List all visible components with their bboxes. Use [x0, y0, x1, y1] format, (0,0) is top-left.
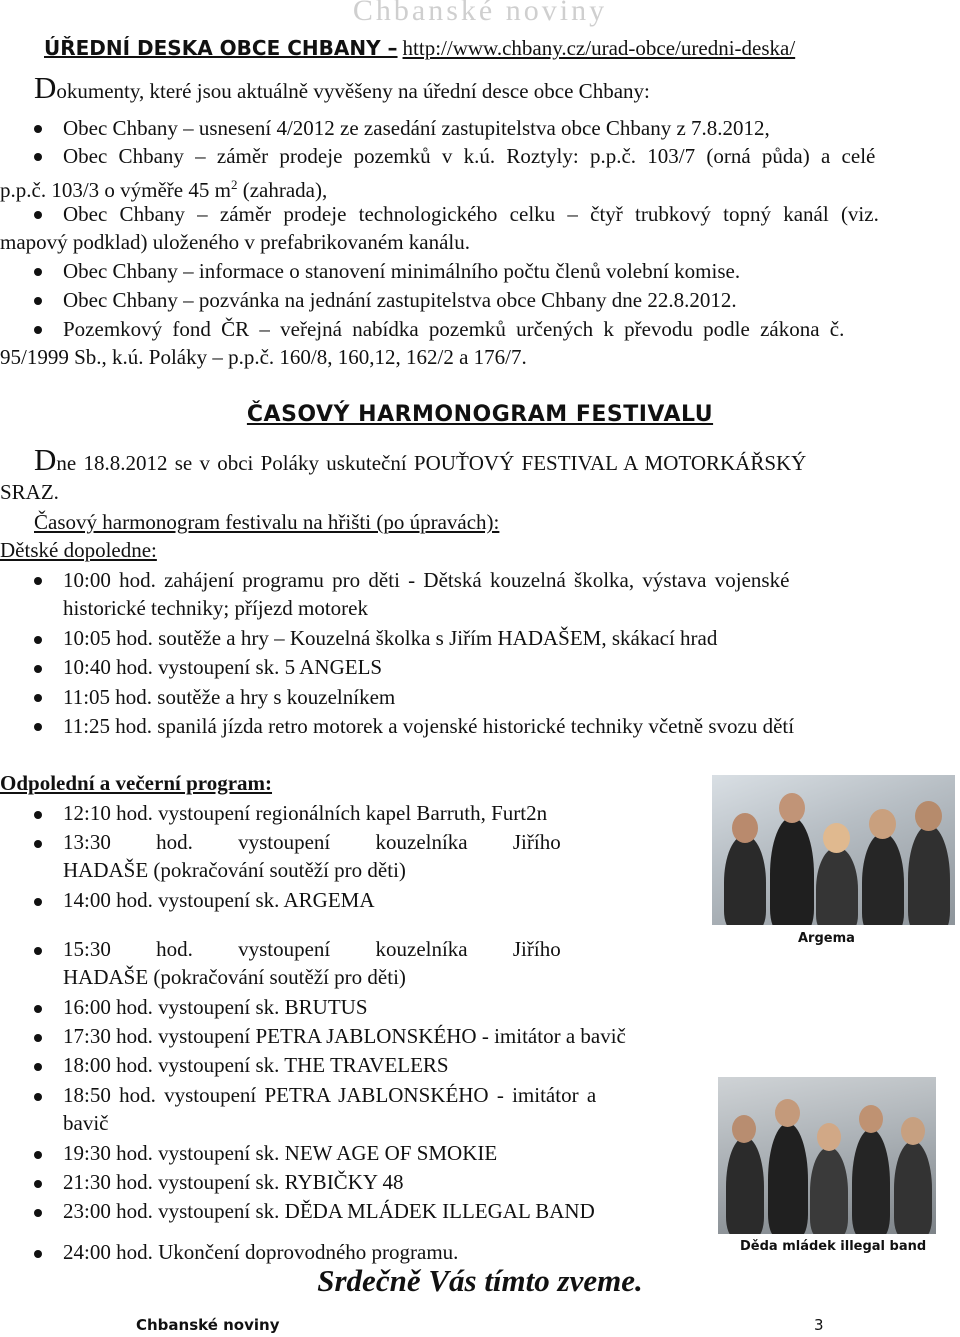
band-member: [894, 1141, 932, 1234]
band-member: [816, 847, 858, 925]
afternoon-item-4: 15:30 hod. vystoupení kouzelníka Jiřího: [63, 937, 561, 961]
band-member-head: [732, 813, 758, 843]
official-item-1: Obec Chbany – usnesení 4/2012 ze zasedání zastupitelstva obce Chbany z 7.8.2012,: [63, 116, 770, 140]
drop-cap: D: [34, 70, 57, 105]
bullet-icon: [34, 268, 42, 276]
bullet-icon: [34, 1250, 42, 1258]
bullet-icon: [34, 1063, 42, 1071]
band-member: [852, 1129, 890, 1234]
festival-intro-cont: SRAZ.: [0, 480, 59, 504]
official-item-4: Obec Chbany – informace o stanovení minimálního počtu členů volební komise.: [63, 259, 741, 283]
band-member-head: [779, 793, 805, 823]
bullet-icon: [34, 211, 42, 219]
band-member-head: [775, 1099, 800, 1127]
bullet-icon: [34, 898, 42, 906]
afternoon-item-1: 12:10 hod. vystoupení regionálních kapel Barruth, Furt2n: [63, 801, 548, 825]
afternoon-item-8-cont: bavič: [63, 1111, 109, 1135]
bullet-icon: [34, 1180, 42, 1188]
festival-subtitle: Časový harmonogram festivalu na hřišti (po úpravách):: [34, 510, 500, 534]
official-intro-text: okumenty, které jsou aktuálně vyvěšeny na úřední desce obce Chbany:: [56, 79, 650, 103]
band-member-head: [859, 1105, 883, 1133]
official-item-3-cont: mapový podklad) uloženého v prefabrikovaném kanálu.: [0, 230, 471, 254]
band-member: [908, 825, 950, 925]
official-item-5: Obec Chbany – pozvánka na jednání zastupitelstva obce Chbany dne 22.8.2012.: [63, 288, 737, 312]
afternoon-item-5: 16:00 hod. vystoupení sk. BRUTUS: [63, 995, 368, 1019]
afternoon-item-2: 13:30 hod. vystoupení kouzelníka Jiřího: [63, 830, 561, 854]
bullet-icon: [34, 297, 42, 305]
band-member: [862, 833, 904, 925]
bullet-icon: [34, 1093, 42, 1101]
band-member-head: [915, 801, 942, 831]
official-item-2-text: Obec Chbany – záměr prodeje pozemků v k.ú. Roztyly: p.p.č. 103/7 (orná půda) a celé: [63, 144, 876, 168]
band-member: [810, 1147, 848, 1234]
band-member: [768, 1123, 808, 1234]
official-item-2-line2: p.p.č. 103/3 o výměře 45 m: [0, 178, 231, 202]
bullet-icon: [34, 1209, 42, 1217]
drop-cap: D: [34, 442, 57, 477]
band-member-head: [732, 1115, 756, 1143]
band-member: [724, 835, 766, 925]
morning-item-1-cont: historické techniky; příjezd motorek: [63, 596, 368, 620]
morning-item-2: 10:05 hod. soutěže a hry – Kouzelná školka s Jiřím HADAŠEM, skákací hrad: [63, 626, 718, 650]
newspaper-header: Chbanské noviny: [352, 0, 608, 27]
argema-caption: Argema: [798, 931, 855, 946]
official-board-heading: ÚŘEDNÍ DESKA OBCE CHBANY –: [44, 36, 398, 60]
band-member-head: [823, 823, 850, 853]
official-item-6-cont: 95/1999 Sb., k.ú. Poláky – p.p.č. 160/8, 160,12, 162/2 a 176/7.: [0, 345, 527, 369]
deda-mladek-caption: Děda mládek illegal band: [740, 1239, 927, 1254]
afternoon-item-7: 18:00 hod. vystoupení sk. THE TRAVELERS: [63, 1053, 449, 1077]
afternoon-item-4-cont: HADAŠE (pokračování soutěží pro děti): [63, 965, 406, 989]
morning-item-1: 10:00 hod. zahájení programu pro děti - Dětská kouzelná školka, výstava vojenské: [63, 568, 790, 592]
afternoon-item-8: 18:50 hod. vystoupení PETRA JABLONSKÉHO - imitátor a: [63, 1083, 597, 1107]
bullet-icon: [34, 1034, 42, 1042]
morning-item-4: 11:05 hod. soutěže a hry s kouzelníkem: [63, 685, 396, 709]
afternoon-item-9: 19:30 hod. vystoupení sk. NEW AGE OF SMOKIE: [63, 1141, 498, 1165]
official-item-3: Obec Chbany – záměr prodeje technologického celku – čtyř trubkový topný kanál (viz.: [63, 202, 879, 226]
afternoon-item-11: 23:00 hod. vystoupení sk. DĚDA MLÁDEK ILLEGAL BAND: [63, 1199, 595, 1223]
band-member-head: [869, 809, 896, 839]
afternoon-item-6: 17:30 hod. vystoupení PETRA JABLONSKÉHO - imitátor a bavič: [63, 1024, 626, 1048]
band-member: [770, 817, 814, 925]
bullet-icon: [34, 153, 42, 161]
bullet-icon: [34, 694, 42, 702]
official-item-6: Pozemkový fond ČR – veřejná nabídka pozemků určených k převodu podle zákona č.: [63, 317, 845, 341]
bullet-icon: [34, 125, 42, 133]
bullet-icon: [34, 840, 42, 848]
deda-mladek-photo: [718, 1077, 936, 1234]
bullet-icon: [34, 665, 42, 673]
bullet-icon: [34, 326, 42, 334]
bullet-icon: [34, 1005, 42, 1013]
bullet-icon: [34, 811, 42, 819]
closing-line: Srdečně Vás tímto zveme.: [317, 1263, 643, 1298]
official-item-2: [63, 142, 960, 170]
bullet-icon: [34, 1151, 42, 1159]
bullet-icon: [34, 947, 42, 955]
festival-heading: ČASOVÝ HARMONOGRAM FESTIVALU: [246, 402, 714, 427]
bullet-icon: [34, 723, 42, 731]
morning-item-5: 11:25 hod. spanilá jízda retro motorek a vojenské historické techniky včetně svozu dětí: [63, 714, 795, 738]
official-item-2-line2-end: (zahrada),: [237, 178, 328, 202]
afternoon-item-2-cont: HADAŠE (pokračování soutěží pro děti): [63, 858, 406, 882]
bullet-icon: [34, 636, 42, 644]
bullet-icon: [34, 577, 42, 585]
official-board-link[interactable]: http://www.chbany.cz/urad-obce/uredni-deska/: [402, 36, 796, 60]
footer-title: Chbanské noviny: [136, 1316, 280, 1334]
afternoon-item-12: 24:00 hod. Ukončení doprovodného programu.: [63, 1240, 459, 1264]
festival-intro-text: ne 18.8.2012 se v obci Poláky uskuteční POUŤOVÝ FESTIVAL A MOTORKÁŘSKÝ: [56, 451, 807, 475]
superscript: 2: [230, 177, 238, 192]
afternoon-item-10: 21:30 hod. vystoupení sk. RYBIČKY 48: [63, 1170, 404, 1194]
band-member: [726, 1137, 764, 1234]
band-member-head: [901, 1117, 925, 1145]
afternoon-title: Odpolední a večerní program:: [0, 771, 273, 795]
afternoon-item-3: 14:00 hod. vystoupení sk. ARGEMA: [63, 888, 375, 912]
morning-title: Dětské dopoledne:: [0, 538, 157, 562]
page-number: 3: [814, 1316, 824, 1334]
festival-intro: [34, 444, 806, 477]
official-intro: [34, 72, 650, 105]
official-board-title: [44, 36, 795, 61]
band-member-head: [817, 1123, 841, 1151]
argema-photo: [712, 775, 955, 925]
morning-item-3: 10:40 hod. vystoupení sk. 5 ANGELS: [63, 655, 383, 679]
